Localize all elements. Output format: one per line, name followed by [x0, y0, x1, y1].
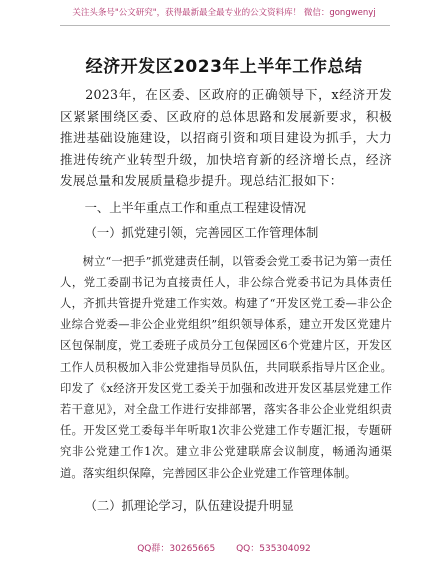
document-title: 经济开发区2023年上半年工作总结: [85, 57, 363, 77]
subsection-heading-2: （二）抓理论学习，队伍建设提升明显: [84, 498, 294, 513]
header-divider: [60, 25, 390, 26]
body-paragraph-1: 树立“一把手”抓党建责任制，以管委会党工委书记为第一责任人，党工委副书记为直接责任人，非公综合党委书记为具体责任人，齐抓共管提升党建工作实效。构建了“开发区党工委—非公企业综合党委—非公企业党组织”组织领导体系，建立开发区党建片区包保制度，党工委班子成员分工包保园区6个党建片区，开发区工作人员积极加入非公党建指导员队伍，共同联系指导片区企业。印发了《x经济开发区党工委关于加强和改进开发区基层党建工作若干意见》，对全盘工作进行安排部署，落实各非公企业党组织责任。开发区党工委每半年听取1次非公党建工作专题汇报，专题研究非公党建工作1次。建立非公党建联席会议制度，畅通沟通渠道。落实组织保障，完善园区非公企业党建工作管理体制。: [60, 254, 392, 480]
document-body: [60, 84, 392, 517]
subsection-heading-1: （一）抓党建引领，完善园区工作管理体制: [84, 226, 319, 240]
footer-qq-group: QQ群：30265665: [137, 544, 216, 554]
footer-contact: [0, 541, 448, 554]
section-heading-1: 一、上半年重点工作和重点工程建设情况: [84, 200, 306, 215]
intro-paragraph: 2023年，在区委、区政府的正确领导下，x经济开发区紧紧围绕区委、区政府的总体思路和发展新要求，积极推进基础设施建设，以招商引资和项目建设为抓手，大力推进传统产业转型升级，加快培育新的经济增长点，经济发展总量和发展质量稳步提升。现总结汇报如下：: [60, 87, 392, 188]
header-promo-note: 关注头条号"公文研究"，获得最新最全最专业的公文资料库！ 微信：gongwenyj: [72, 8, 376, 18]
footer-qq: QQ：535304092: [236, 544, 311, 554]
